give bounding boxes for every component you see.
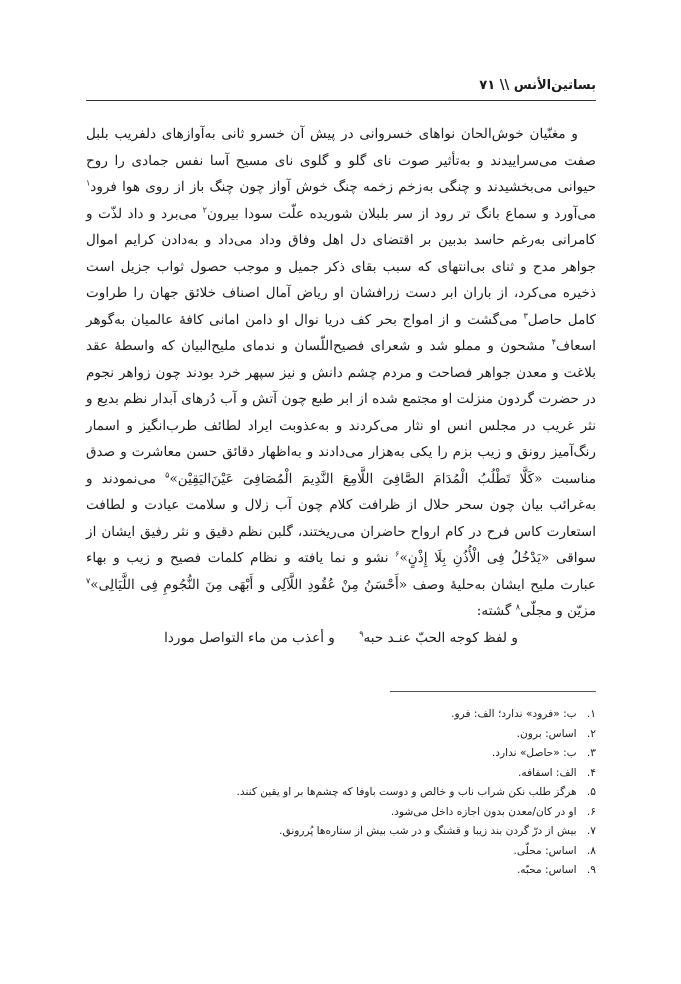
footnote-number: ۴. [586,766,596,779]
footnote-item [86,764,596,784]
footnote-number: ۹. [586,864,596,876]
footnote-marker: ۱ [86,178,91,188]
footnote-item [86,783,596,803]
running-header: بساتین‌الأنس \\ ۷۱ [479,78,596,93]
footnote-marker: ۹ [359,629,364,639]
text-run: می‌آورد و سماع بانگ تر رود از سر بلبلان شوریده علّت سودا بیرون [206,205,596,222]
footnote-item [86,842,596,862]
footnote-marker: ۷ [86,575,91,585]
footnote-text: ب: «حاصل» ندارد. [491,747,577,759]
footnote-text: ب: «فرود» ندارد؛ الف: فرو. [451,708,577,720]
footnote-number: ۶. [586,805,596,818]
footnote-number: ۵. [586,786,596,798]
footnote-text: الف: اسفافه. [518,766,577,779]
footnote-item [86,803,596,823]
verse-line [86,626,596,650]
footnote-number: ۲. [586,727,596,740]
header-rule [86,100,596,101]
footnote-item [86,861,596,881]
hemistich-first [359,626,518,650]
footnote-item [86,705,596,725]
footnote-text: اساس: برون. [516,727,577,740]
text-run: می‌گشت و از امواج بحر کف دریا نوال او دامن امانی کافهٔ عالمیان به‌گوهر اسعاف [86,311,596,354]
text-run: مشحون و مملو شد و شعرای فصیح‌اللّسان و ندمای ملیح‌البیان که واسطهٔ عقد بلاغت و معدن جواهر فصاحت و مردم چشم دانش و نیز سپهر خرد بودند چون زواهر نجوم در حضرت گردون منزلت او مجتمع شده از ابر طبع چون آتش و آب دُرهای آبدار نظم بدیع و نثر غریب در مجلس انس او نثار می‌کردند و به‌عذوبت ایراد لطائف طرب‌انگیز و اسمار رنگ‌آمیز رونق و زیب بزم را یکی به‌هزار می‌دادند و به‌اظهار دقائق حسن معاشرت و صدق مناسبت «کَلَّا تَطْلُبُ الْمُدَامَ الصَّافِیَ اللَّامِعَ النَّدِیمَ الْمُصَافِیَ عَیْنَ‌الیَقِیْن» [86,338,596,487]
footnote-item [86,822,596,842]
text-run: نشو و نما یافته و نظام کلمات فصیح و زیب و بهاء عبارت ملیح ایشان به‌حلیهٔ وصف «أَحْسَنُ مِنْ عُقُودِ اللَّآلِی و أَبْهَی مِنَ النُّجُومِ فِی اللَّیَالِی» [86,550,596,593]
footnote-item [86,744,596,764]
footnote-text: بیش از درّ گردن بند زیبا و قشنگ و در شب بیش از ستاره‌ها پُررونق. [279,825,577,837]
footnote-number: ۷. [586,825,596,837]
text-run: گشته: [476,603,516,619]
footnote-number: ۳. [586,747,596,759]
footnote-text: اساس: محبّه. [516,864,577,876]
text-run: و مغنّیان خوش‌الحان نواهای خسروانی در پیش آن خسرو ثانی به‌آوازهای دلفریب بلبل صفت می‌سراییدند و به‌تأثیر صوت نای گلو و گلوی نای مسیح آسا نفس جمادی را روح حیوانی می‌بخشیدند و چنگی به‌زخم زخمه چنگ خوش آواز چون چنگ باز از روی هوا فرود [86,126,596,195]
footnote-marker: ۴ [551,337,557,347]
hemistich-second: و أعذب من ماء التواصل موردا [164,630,335,646]
hemistich-text: و لفظ کوجه الحبّ عنـد حبه [363,630,518,646]
footnote-number: ۱. [586,708,596,720]
text-run: مزیّن و مجلّی [519,603,596,619]
footnote-number: ۸. [586,844,596,857]
footnote-item [86,725,596,745]
text-run: می‌برد و داد لذّت و کامرانی به‌رغم حاسد بدبین بر اقتضای دل اهل وفاق وداد می‌داد و به‌دادن کرایم اموال جواهر مدح و ثنای بی‌انتهای که سبب بقای ذکر جمیل و موجب حصول ثواب جزیل است ذخیره می‌کرد، از باران ابر دست زرافشان او ریاض آمال اصناف خلائق جهان را طراوت کامل حاصل [86,205,596,328]
footnote-marker: ۳ [523,310,528,320]
main-text [86,121,596,625]
footnote-marker: ۶ [395,549,400,559]
footnote-text: هرگز طلب نکن شراب ناب و خالص و دوست باوفا که چشم‌ها بر او یقین کنند. [236,786,577,798]
footnote-text: اساس: محلّی. [513,844,577,857]
footnote-rule [390,691,596,692]
footnote-marker: ۲ [202,204,207,214]
footnote-marker: ۸ [515,602,520,612]
footnote-text: او در کان/معدن بدون اجازه داخل می‌شود. [390,805,577,818]
footnotes [86,705,596,881]
paragraph [86,121,596,625]
footnote-marker: ۵ [165,469,170,479]
text-run: می‌نمودند و به‌غرائب بیان چون سحر حلال از ظرافت کلام چون آب زلال و سلامت عیادت و لطافت استعارت کاس فرح در کام ارواح حاضران می‌ریختند، گلبن نظم دقیق و نثر رفیق ایشان از سواقی «یَدْخُلُ فِی الْأُذُنِ بِلَا إِذْنٍ» [86,470,596,566]
